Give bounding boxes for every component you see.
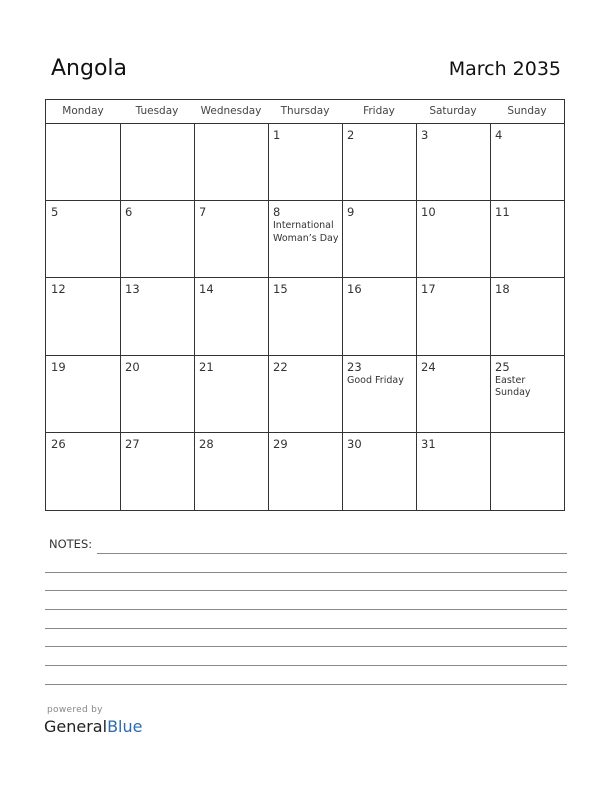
day-cell bbox=[194, 433, 269, 510]
day-number: 28 bbox=[199, 436, 214, 451]
day-cell bbox=[46, 201, 121, 278]
day-number: 29 bbox=[273, 436, 288, 451]
powered-by-text: powered by bbox=[47, 705, 103, 715]
day-cell bbox=[46, 278, 121, 355]
day-number: 9 bbox=[347, 205, 355, 220]
weekday-header: Friday bbox=[363, 105, 395, 117]
day-number: 18 bbox=[495, 282, 510, 297]
day-cell bbox=[46, 124, 121, 201]
note-line bbox=[45, 628, 567, 629]
day-cell bbox=[194, 201, 269, 278]
day-cell bbox=[490, 201, 564, 278]
day-cell bbox=[416, 356, 491, 433]
month-year-title: March 2035 bbox=[448, 58, 561, 80]
day-cell bbox=[120, 124, 195, 201]
day-cell bbox=[120, 433, 195, 510]
note-line bbox=[97, 553, 567, 554]
day-cell bbox=[194, 356, 269, 433]
day-cell bbox=[416, 433, 491, 510]
day-cell bbox=[120, 278, 195, 355]
day-number: 25 bbox=[495, 359, 510, 374]
day-cell bbox=[268, 278, 343, 355]
day-number: 4 bbox=[495, 128, 503, 142]
brand-general-text: General bbox=[44, 717, 108, 736]
day-cell bbox=[342, 356, 417, 433]
day-cell bbox=[416, 278, 491, 355]
weekday-header: Thursday bbox=[280, 105, 330, 117]
day-cell bbox=[342, 201, 417, 278]
day-number: 19 bbox=[51, 359, 66, 374]
weekday-header: Tuesday bbox=[135, 105, 179, 117]
note-line bbox=[45, 572, 567, 573]
day-number: 17 bbox=[421, 282, 436, 297]
day-number: 14 bbox=[199, 282, 214, 297]
day-cell bbox=[46, 433, 121, 510]
day-cell bbox=[268, 201, 343, 278]
day-number: 21 bbox=[199, 359, 214, 374]
day-cell bbox=[194, 124, 269, 201]
note-line bbox=[45, 590, 567, 591]
weekday-header: Saturday bbox=[429, 105, 477, 117]
day-cell bbox=[490, 433, 564, 510]
weekday-header-row bbox=[46, 100, 564, 124]
weekday-header: Sunday bbox=[507, 105, 547, 117]
day-number: 5 bbox=[51, 205, 59, 220]
day-cell bbox=[342, 278, 417, 355]
holiday-label: International Woman’s Day bbox=[273, 220, 339, 244]
day-number: 16 bbox=[347, 282, 362, 297]
day-cell bbox=[268, 356, 343, 433]
day-cell bbox=[416, 124, 491, 201]
day-number: 11 bbox=[495, 205, 510, 220]
day-number: 6 bbox=[125, 205, 133, 220]
weekday-header: Wednesday bbox=[200, 105, 262, 117]
day-cell bbox=[490, 356, 564, 433]
weekday-header: Monday bbox=[62, 105, 104, 117]
day-cell bbox=[416, 201, 491, 278]
note-line bbox=[45, 646, 567, 647]
day-number: 2 bbox=[347, 128, 355, 142]
day-number: 20 bbox=[125, 359, 140, 374]
calendar-grid bbox=[45, 99, 565, 511]
note-line bbox=[45, 609, 567, 610]
day-number: 3 bbox=[421, 128, 429, 142]
note-line bbox=[45, 684, 567, 685]
day-cell bbox=[194, 278, 269, 355]
brand-blue-text: Blue bbox=[107, 717, 143, 736]
day-number: 30 bbox=[347, 436, 362, 451]
day-cell bbox=[46, 356, 121, 433]
holiday-label: Good Friday bbox=[347, 374, 404, 386]
note-line bbox=[45, 665, 567, 666]
day-number: 1 bbox=[273, 128, 281, 142]
day-cell bbox=[342, 433, 417, 510]
day-number: 26 bbox=[51, 436, 66, 451]
day-number: 27 bbox=[125, 436, 140, 451]
day-cell bbox=[120, 201, 195, 278]
day-cell bbox=[490, 124, 564, 201]
day-cell bbox=[490, 278, 564, 355]
day-number: 23 bbox=[347, 359, 362, 374]
day-cell bbox=[120, 356, 195, 433]
day-cell bbox=[268, 433, 343, 510]
brand-logo bbox=[44, 717, 142, 736]
day-cell bbox=[342, 124, 417, 201]
holiday-label: Easter Sunday bbox=[495, 374, 531, 399]
day-number: 31 bbox=[421, 436, 436, 451]
day-number: 7 bbox=[199, 205, 207, 220]
country-title: Angola bbox=[51, 56, 128, 81]
day-number: 8 bbox=[273, 205, 281, 220]
day-number: 10 bbox=[421, 205, 436, 220]
day-cell bbox=[268, 124, 343, 201]
day-number: 12 bbox=[51, 282, 66, 297]
day-number: 15 bbox=[273, 282, 288, 297]
day-number: 24 bbox=[421, 359, 436, 374]
day-number: 22 bbox=[273, 359, 288, 374]
notes-label: NOTES: bbox=[49, 537, 93, 551]
day-number: 13 bbox=[125, 282, 140, 297]
